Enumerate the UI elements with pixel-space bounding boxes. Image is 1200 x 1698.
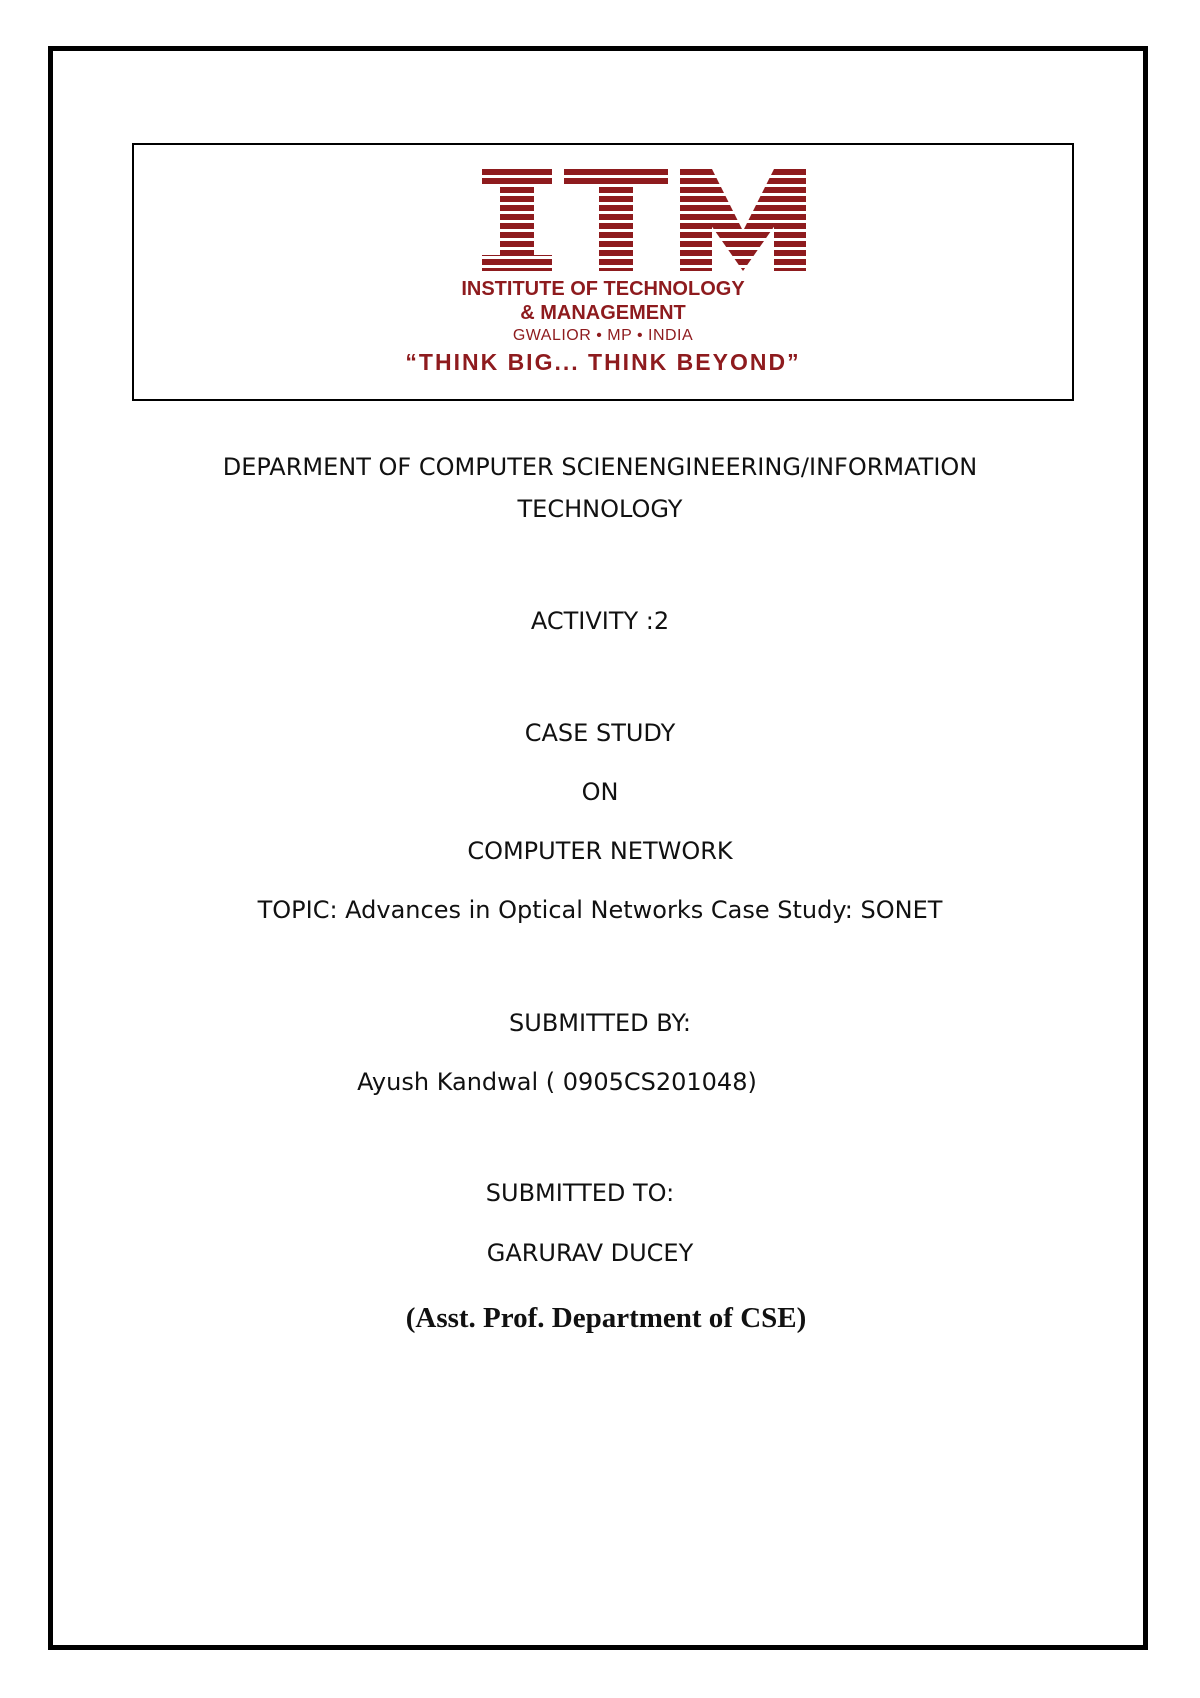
logo-tagline: “THINK BIG... THINK BEYOND” <box>405 349 801 375</box>
itm-logo-mark <box>482 169 806 271</box>
faculty-name: GARURAV DUCEY <box>486 1239 694 1267</box>
activity-label: ACTIVITY :2 <box>530 607 670 635</box>
submitted-to-label: SUBMITTED TO: <box>485 1179 675 1207</box>
logo-institute-name: INSTITUTE OF TECHNOLOGY <box>461 278 745 300</box>
topic-line: TOPIC: Advances in Optical Networks Case Study: SONET <box>257 896 943 924</box>
institute-logo-banner <box>132 143 1074 401</box>
logo-location: GWALIOR • MP • INDIA <box>512 327 694 344</box>
logo-management: & MANAGEMENT <box>520 302 686 324</box>
department-line-1: DEPARMENT OF COMPUTER SCIENENGINEERING/INFORMATION <box>222 453 978 481</box>
case-study-on: ON <box>581 778 619 806</box>
case-study-heading: CASE STUDY <box>524 719 676 747</box>
faculty-designation: (Asst. Prof. Department of CSE) <box>405 1302 807 1334</box>
subject-title: COMPUTER NETWORK <box>467 837 733 865</box>
student-name: Ayush Kandwal ( 0905CS201048) <box>357 1068 757 1096</box>
department-line-2: TECHNOLOGY <box>517 495 683 523</box>
submitted-by-label: SUBMITTED BY: <box>509 1009 691 1037</box>
